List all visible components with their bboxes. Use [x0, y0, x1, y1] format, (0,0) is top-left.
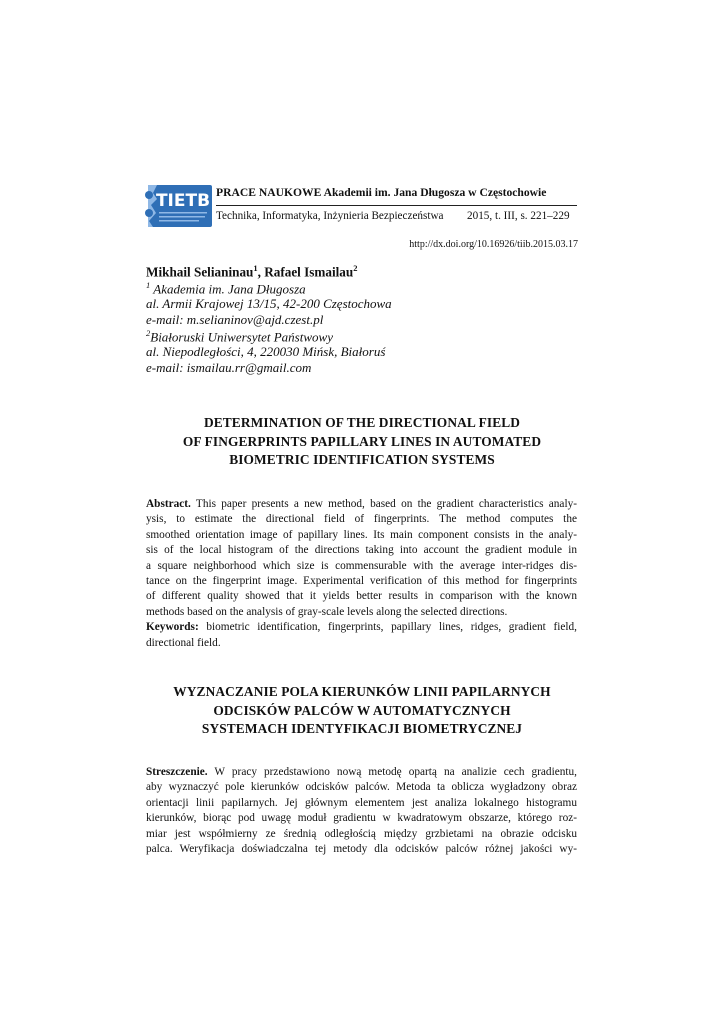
title-polish	[146, 683, 578, 739]
affiliation-1-sup: 1	[146, 280, 151, 290]
streszczenie-line: orientacji linii papilarnych. Jej głównym elementem jest analiza lokalnego histogramu	[146, 796, 577, 809]
streszczenie-text: W pracy przedstawiono nową metodę opartą na analizie cech gradientu,	[207, 766, 577, 778]
affiliation-2-sup: 2	[146, 328, 151, 338]
abstract-line: a square neighborhood which size is commensurable with the average inter-ridges dis-	[146, 559, 577, 572]
affiliation-2-address: al. Niepodległości, 4, 220030 Mińsk, Białoruś	[146, 344, 386, 359]
abstract-label: Abstract.	[146, 498, 191, 510]
abstract-line: ysis, to estimate the directional field of fingerprints. The method computes the	[146, 513, 577, 526]
affiliation-1-email[interactable]: e-mail: m.selianinov@ajd.czest.pl	[146, 312, 324, 327]
title-en-line: BIOMETRIC IDENTIFICATION SYSTEMS	[229, 452, 495, 467]
streszczenie-line: palca. Weryfikacja doświadczalna tej metody dla odcisków palców różnej jakości wy-	[146, 842, 577, 855]
author-1-sup: 1	[253, 263, 258, 273]
author-2: Rafael Ismailau	[264, 264, 354, 280]
title-en-line: DETERMINATION OF THE DIRECTIONAL FIELD	[203, 415, 521, 430]
keywords-line: directional field.	[146, 636, 221, 649]
keywords-text: biometric identification, fingerprints, papillary lines, ridges, gradient field,	[198, 621, 577, 634]
journal-subtitle: Technika, Informatyka, Inżynieria Bezpieczeństwa	[216, 210, 444, 222]
author-sep: ,	[257, 264, 265, 280]
streszczenie-line	[146, 765, 577, 780]
affiliation-2-text: Białoruski Uniwersytet Państwowy	[150, 329, 333, 345]
title-english	[146, 414, 578, 470]
affiliation-1-address: al. Armii Krajowej 13/15, 42-200 Częstochowa	[146, 296, 392, 311]
streszczenie-line: kierunków, biorąc pod uwagę moduł gradientu w kwadratowym obszarze, którego roz-	[146, 812, 577, 825]
title-pl-line: WYZNACZANIE POLA KIERUNKÓW LINII PAPILARNYCH	[173, 684, 551, 699]
header-rule	[216, 205, 577, 206]
streszczenie-label: Streszczenie.	[146, 766, 208, 778]
keywords-line	[146, 620, 577, 635]
affiliation-1-text: Akademia im. Jana Długosza	[150, 281, 306, 297]
abstract-text: This paper presents a new method, based on the gradient characteristics analy-	[190, 498, 577, 510]
author-1: Mikhail Selianinau	[146, 264, 254, 280]
title-pl-line: SYSTEMACH IDENTYFIKACJI BIOMETRYCZNEJ	[201, 721, 523, 736]
affiliation-2-email[interactable]: e-mail: ismailau.rr@gmail.com	[146, 360, 312, 375]
abstract-english	[146, 497, 577, 651]
journal-title: PRACE NAUKOWE Akademii im. Jana Długosza w Częstochowie	[216, 186, 547, 199]
author-2-sup: 2	[353, 263, 358, 273]
abstract-line: methods based on the analysis of gray-scale levels along the selected directions.	[146, 605, 508, 618]
affiliation-1-name	[146, 280, 306, 297]
abstract-polish	[146, 765, 577, 857]
abstract-line	[146, 497, 577, 512]
title-en-line: OF FINGERPRINTS PAPILLARY LINES IN AUTOMATED	[182, 433, 542, 449]
abstract-line: sis of the local histogram of the directions taking into account the gradient module in	[146, 544, 577, 557]
keywords-label: Keywords:	[146, 621, 199, 634]
volume-info: 2015, t. III, s. 221–229	[467, 210, 570, 222]
doi-link[interactable]: http://dx.doi.org/10.16926/tiib.2015.03.17	[409, 239, 578, 250]
title-pl-line: ODCISKÓW PALCÓW W AUTOMATYCZNYCH	[213, 702, 511, 718]
abstract-line: tance on the fingerprint image. Experimental verification of this method for fingerprints	[146, 574, 577, 587]
affiliation-2-name	[146, 328, 333, 345]
logo-text: TIETB	[155, 191, 211, 211]
abstract-line: of different quality showed that it yields better results in comparison with the known	[146, 590, 577, 603]
journal-logo	[143, 183, 213, 229]
abstract-line: smoothed orientation image of papillary lines. Its main component consists in the analy-	[146, 528, 577, 541]
streszczenie-line: miar jest współmierny ze średnią odległością między grzbietami na obrazie odcisku	[146, 827, 577, 840]
streszczenie-line: aby wyznaczyć pole kierunków odcisków palców. Metoda ta oblicza wygładzony obraz	[146, 781, 577, 794]
authors-line	[146, 263, 357, 280]
